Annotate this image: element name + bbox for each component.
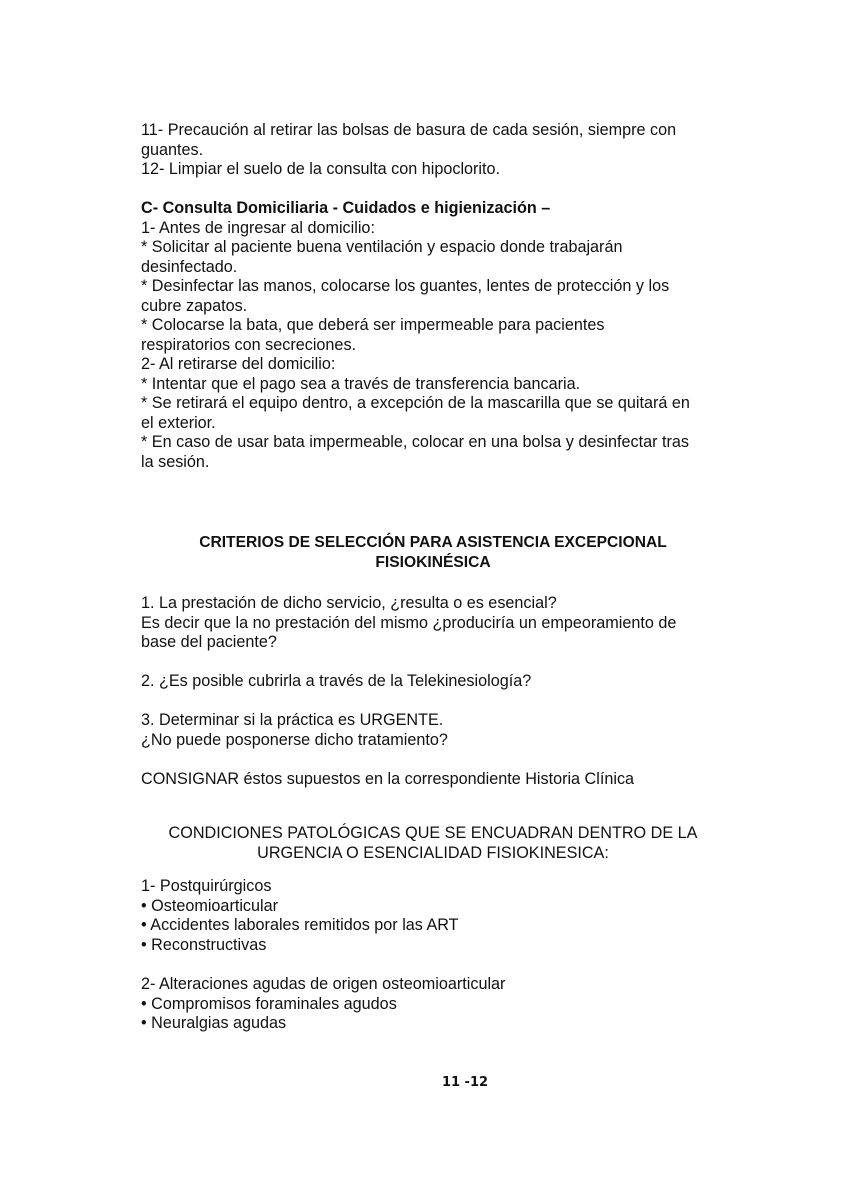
section-title: C- Consulta Domiciliaria - Cuidados e higienización – <box>141 199 551 217</box>
criteria-item: ¿No puede posponerse dicho tratamiento? <box>141 730 448 749</box>
condition-item: • Compromisos foraminales agudos <box>141 994 397 1013</box>
bullet-line: * Solicitar al paciente buena ventilación y espacio donde trabajarán <box>141 238 623 256</box>
paragraph-line: 11- Precaución al retirar las bolsas de basura de cada sesión, siempre con <box>141 121 677 139</box>
bullet-line: * Se retirará el equipo dentro, a excepción de la mascarilla que se quitará en <box>141 394 690 412</box>
criteria-item: 2. ¿Es posible cubrirla a través de la Telekinesiología? <box>141 672 532 690</box>
criteria-item: base del paciente? <box>141 633 277 651</box>
page-number: 11 -12 <box>441 1075 489 1090</box>
bullet-line: respiratorios con secreciones. <box>141 335 357 354</box>
bullet-line: * Intentar que el pago sea a través de transferencia bancaria. <box>141 374 581 393</box>
criteria-heading: FISIOKINÉSICA <box>375 553 491 571</box>
condition-item: • Reconstructivas <box>141 935 267 954</box>
condition-item: • Neuralgias agudas <box>141 1014 287 1032</box>
bullet-line: desinfectado. <box>141 257 238 276</box>
bullet-line: * Desinfectar las manos, colocarse los guantes, lentes de protección y los <box>141 277 670 295</box>
consignar-note: CONSIGNAR éstos supuestos en la correspondiente Historia Clínica <box>141 769 635 788</box>
conditions-heading: CONDICIONES PATOLÓGICAS QUE SE ENCUADRAN DENTRO DE LA <box>168 824 698 842</box>
bullet-line: * Colocarse la bata, que deberá ser impermeable para pacientes <box>141 316 605 334</box>
paragraph-line: 12- Limpiar el suelo de la consulta con hipoclorito. <box>141 160 501 178</box>
list-item: 2- Al retirarse del domicilio: <box>141 355 336 373</box>
list-item: 1- Antes de ingresar al domicilio: <box>141 218 375 237</box>
condition-item: • Osteomioarticular <box>141 896 279 915</box>
criteria-item: Es decir que la no prestación del mismo ¿produciría un empeoramiento de <box>141 613 677 632</box>
condition-item: • Accidentes laborales remitidos por las ART <box>141 916 459 934</box>
conditions-heading: URGENCIA O ESENCIALIDAD FISIOKINESICA: <box>257 843 609 862</box>
criteria-item: 1. La prestación de dicho servicio, ¿resulta o es esencial? <box>141 594 557 612</box>
bullet-line: la sesión. <box>141 452 210 471</box>
criteria-heading: CRITERIOS DE SELECCIÓN PARA ASISTENCIA EXCEPCIONAL <box>199 534 667 551</box>
paragraph-line: guantes. <box>141 140 204 159</box>
condition-group-title: 1- Postquirúrgicos <box>141 877 272 895</box>
bullet-line: cubre zapatos. <box>141 296 248 315</box>
bullet-line: * En caso de usar bata impermeable, colocar en una bolsa y desinfectar tras <box>141 433 689 451</box>
bullet-line: el exterior. <box>141 413 216 432</box>
criteria-item: 3. Determinar si la práctica es URGENTE. <box>141 711 444 729</box>
condition-group-title: 2- Alteraciones agudas de origen osteomioarticular <box>141 975 506 993</box>
